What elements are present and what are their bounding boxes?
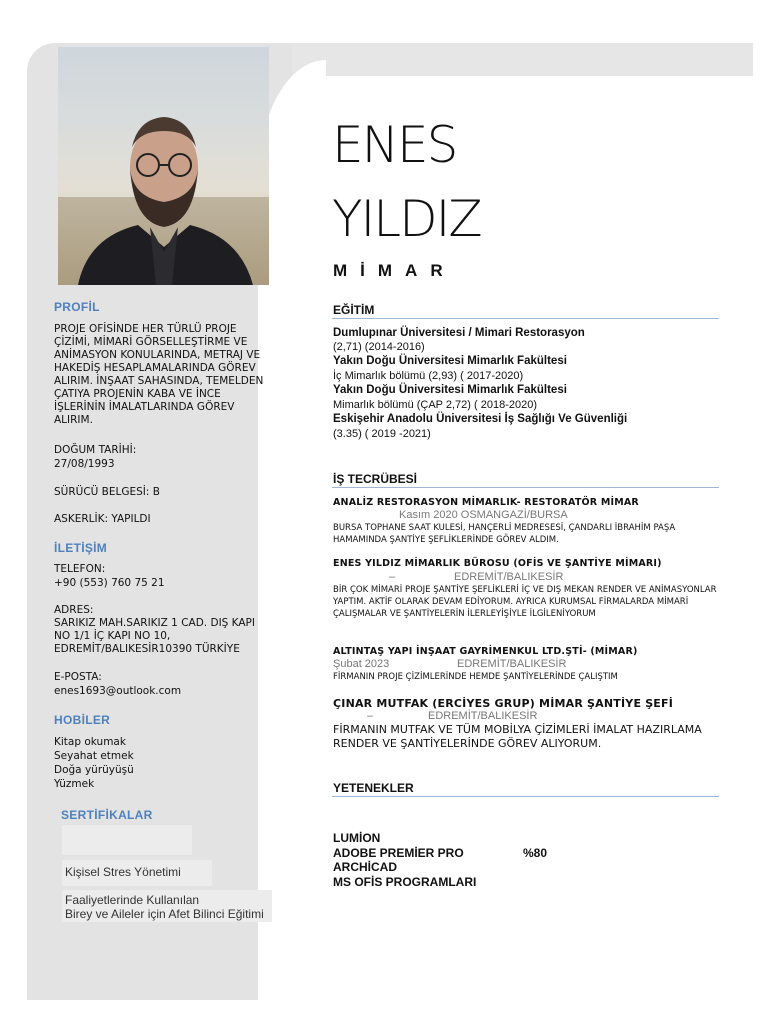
education-school: Yakın Doğu Üniversitesi Mimarlık Fakültesi (333, 384, 567, 396)
birth-label: DOĞUM TARİHİ: (54, 444, 137, 456)
job-entry-description: FİRMANIN MUTFAK VE TÜM MOBİLYA ÇİZİMLERİ İMALAT HAZIRLAMA RENDER VE ŞANTİYELERİNDE GÖREV ALIYORUM. (333, 723, 702, 750)
profile-text: PROJE OFİSİNDE HER TÜRLÜ PROJE ÇİZİMİ, MİMARİ GÖRSELLEŞTİRME VE ANİMASYON KONULARINDA, METRAJ VE HAKEDİŞ HESAPLAMALARINDA GÖREV ALIRIM. İNŞAAT SAHASINDA, TEMELDEN ÇATIYA PROJENİN KABA VE İNCE İŞLERİNİN İMALATLARINDA GÖREV ALIRIM. (54, 323, 264, 426)
skill-percent: %80 (523, 846, 548, 860)
job-entry-dash: – (389, 571, 396, 583)
divider (332, 796, 719, 797)
certificate-item: Faaliyetlerinde Kullanılan (65, 893, 200, 907)
job-entry-meta: EDREMİT/BALIKESİR (428, 710, 538, 722)
experience-heading: İŞ TECRÜBESİ (333, 472, 418, 486)
job-entry-date: Şubat 2023 (333, 658, 390, 670)
phone-value[interactable]: +90 (553) 760 75 21 (54, 577, 165, 589)
education-school: Yakın Doğu Üniversitesi Mimarlık Fakültesi (333, 355, 567, 367)
email-label: E-POSTA: (54, 671, 102, 683)
hobby-item: Yüzmek (54, 778, 95, 790)
birth-value: 27/08/1993 (54, 458, 115, 470)
hobby-item: Doğa yürüyüşü (54, 764, 134, 776)
first-name: ENES (332, 116, 457, 174)
divider (332, 487, 719, 488)
job-entry-title: ALTINTAŞ YAPI İNŞAAT GAYRİMENKUL LTD.ŞTİ- (MİMAR) (333, 646, 638, 657)
driving-license: SÜRÜCÜ BELGESİ: B (54, 486, 160, 498)
job-entry-meta: EDREMİT/BALIKESİR (457, 658, 567, 670)
job-entry-description: BURSA TOPHANE SAAT KULESİ, HANÇERLİ MEDRESESİ, ÇANDARLI İBRAHİM PAŞA HAMAMINDA ŞANTİYE ŞEFLİKLERİNDE GÖREV ALDIM. (333, 523, 676, 545)
address-value: SARIKIZ MAH.SARIKIZ 1 CAD. DIŞ KAPI NO 1/1 İÇ KAPI NO 10, EDREMİT/BALIKESİR10390 TÜRKİYE (54, 617, 255, 655)
contact-heading: İLETİŞİM (54, 541, 108, 555)
job-entry-description: FİRMANIN PROJE ÇİZİMLERİNDE HEMDE ŞANTİYELERİNDE ÇALIŞTIM (333, 672, 618, 682)
phone-label: TELEFON: (54, 563, 106, 575)
job-entry-dash: – (367, 710, 374, 722)
education-school: Dumlupınar Üniversitesi / Mimari Restorasyon (333, 327, 585, 339)
profile-heading: PROFİL (54, 300, 100, 314)
hobby-item: Seyahat etmek (54, 750, 134, 762)
divider (332, 318, 719, 319)
certificate-item: Birey ve Aileler için Afet Bilinci Eğitimi (65, 907, 264, 921)
job-entry-title: ANALİZ RESTORASYON MİMARLIK- RESTORATÖR MİMAR (333, 497, 639, 508)
hobby-item: Kitap okumak (54, 736, 126, 748)
last-name: YILDIZ (332, 190, 481, 248)
skills-heading: YETENEKLER (333, 781, 414, 795)
education-detail: İç Mimarlık bölümü (2,93) ( 2017-2020) (333, 370, 524, 382)
education-heading: EĞİTİM (333, 303, 375, 317)
job-entry-title: ÇINAR MUTFAK (ERCİYES GRUP) MİMAR ŞANTİYE ŞEFİ (333, 697, 674, 710)
certificates-heading: SERTİFİKALAR (61, 808, 153, 822)
certificate-item: Kişisel Stres Yönetimi (65, 865, 181, 879)
education-school: Eskişehir Anadolu Üniversitesi İş Sağlığı Ve Güvenliği (333, 413, 628, 425)
email-value[interactable]: enes1693@outlook.com (54, 685, 182, 697)
skill-item: ADOBE PREMİER PRO (333, 846, 464, 860)
education-detail: (3.35) ( 2019 -2021) (333, 428, 431, 440)
address-label: ADRES: (54, 604, 94, 616)
job-entry-meta: EDREMİT/BALIKESİR (454, 571, 564, 583)
certificate-box (62, 825, 192, 855)
skill-item: MS OFİS PROGRAMLARI (333, 875, 477, 889)
job-entry-meta: Kasım 2020 OSMANGAZİ/BURSA (399, 509, 568, 521)
skill-item: LUMİON (333, 831, 381, 845)
education-detail: Mimarlık bölümü (ÇAP 2,72) ( 2018-2020) (333, 399, 537, 411)
job-entry-description: BİR ÇOK MİMARİ PROJE ŞANTİYE ŞEFLİKLERİ İÇ VE DIŞ MEKAN RENDER VE ANİMASYONLAR YAPTIM. AKTİF OLARAK DEVAM EDİYORUM. AYRICA KURUMSAL FİRMALARDA MİMARİ ÇALIŞMALAR VE ŞANTİYELERİN İLERLEYİŞİYLE İLGİLENİYORUM (333, 585, 717, 619)
skill-item: ARCHİCAD (333, 860, 397, 874)
hobbies-heading: HOBİLER (54, 713, 111, 727)
military-status: ASKERLİK: YAPILDI (54, 513, 151, 525)
job-entry-title: ENES YILDIZ MİMARLIK BÜROSU (OFİS VE ŞANTİYE MİMARI) (333, 558, 662, 569)
education-detail: (2,71) (2014-2016) (333, 341, 425, 353)
profile-photo (58, 47, 269, 285)
job-title: MİMAR (333, 261, 456, 280)
